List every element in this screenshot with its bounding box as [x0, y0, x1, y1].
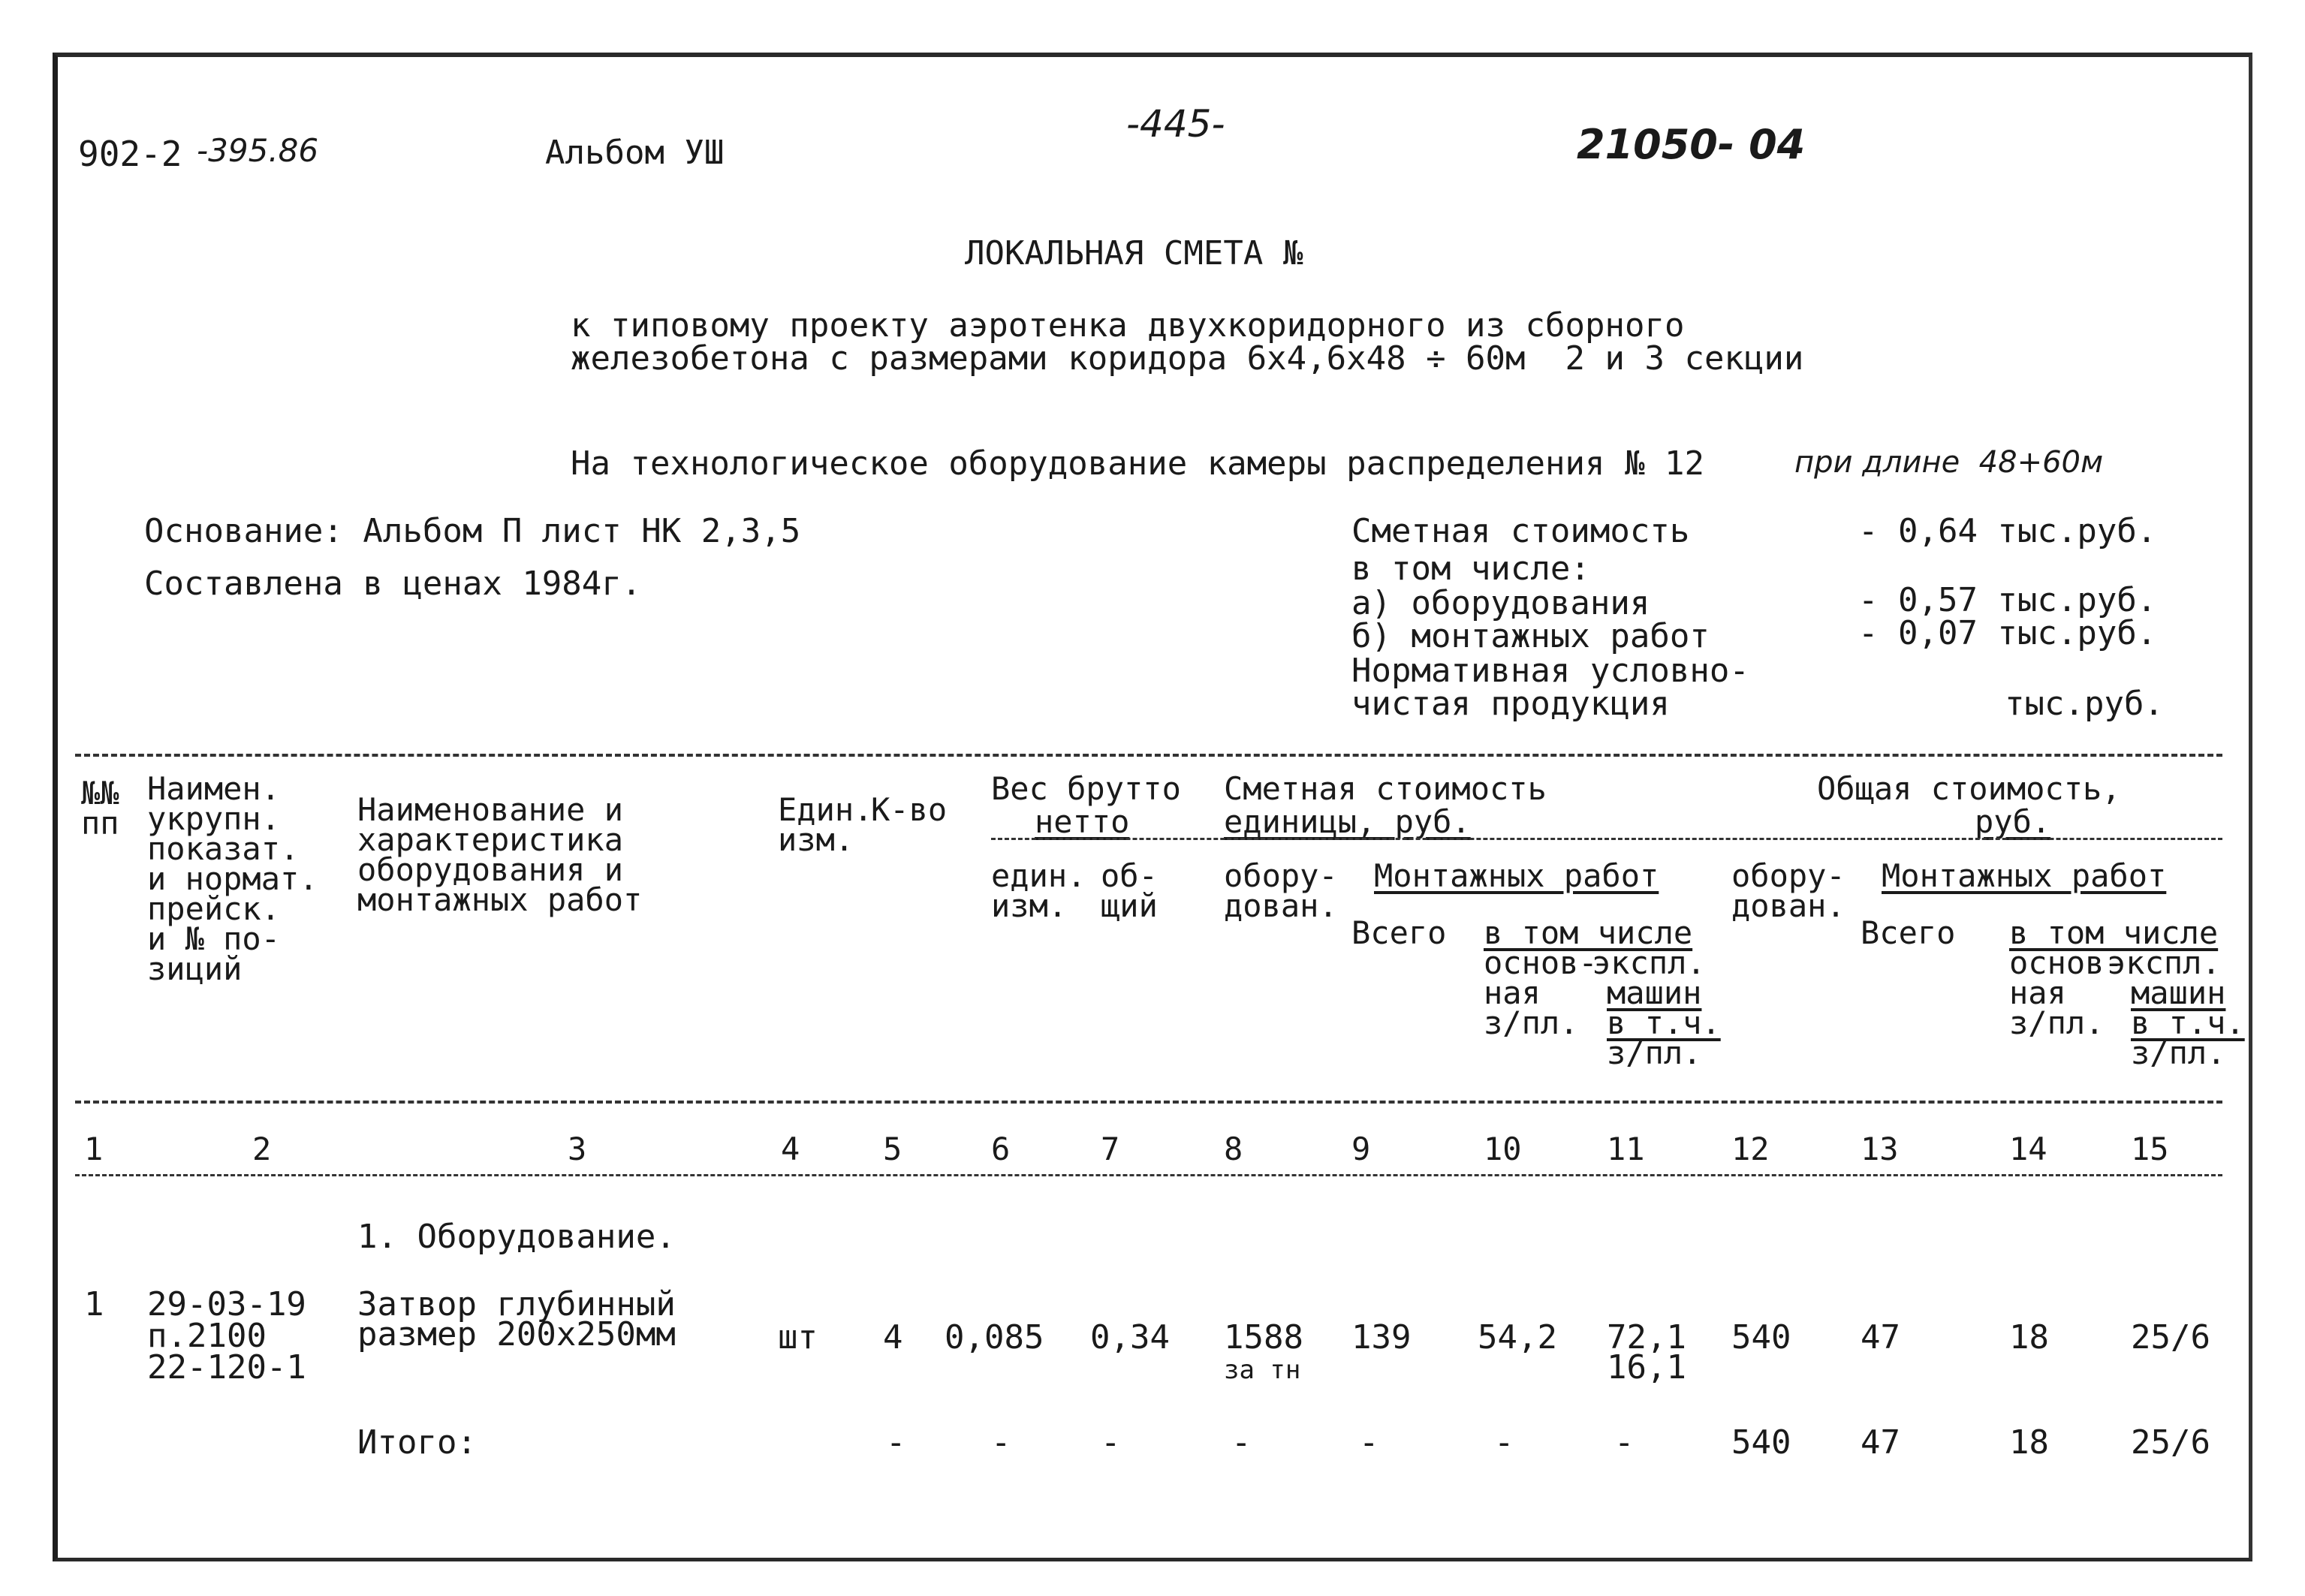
- row-code-3: 22-120-1: [147, 1348, 306, 1387]
- row-unit-equip-note: за тн: [1224, 1355, 1301, 1385]
- col-code-header-3: показат.: [147, 830, 300, 867]
- row-unit-mount: 139: [1351, 1318, 1412, 1357]
- unit-mount-all-header: Всего: [1351, 914, 1447, 951]
- col-index-8: 8: [1224, 1131, 1243, 1167]
- total-expl-header-1: экспл.: [2107, 944, 2221, 981]
- col-index-1: 1: [84, 1131, 104, 1167]
- col-index-15: 15: [2131, 1131, 2169, 1167]
- col-name-header-1: Наименование и: [357, 791, 624, 828]
- row-unit-equip: 1588: [1224, 1318, 1303, 1357]
- total-expl-header-2: машин: [2131, 974, 2226, 1011]
- unit-expl-header-3: в т.ч.: [1607, 1004, 1721, 1041]
- row-name-1: Затвор глубинный: [357, 1285, 676, 1323]
- unit-incl-header: в том числе: [1484, 914, 1693, 951]
- weight-header: Вес брутто: [991, 770, 1181, 807]
- col-num-header-1: №№: [81, 775, 119, 812]
- total-cost-label: Сметная стоимость: [1351, 512, 1690, 550]
- prices-line: Составлена в ценах 1984г.: [144, 565, 642, 603]
- total-equip: 540: [1731, 1423, 1791, 1462]
- col-unit-header-1: Един.: [778, 791, 873, 828]
- equipment-cost-label: а) оборудования: [1351, 584, 1650, 622]
- total-base-pay: 18: [2009, 1423, 2049, 1462]
- scope-line: На технологическое оборудование камеры распределения № 12: [571, 444, 1704, 483]
- col-unit-header-2: изм.: [778, 821, 854, 858]
- col-name-header-3: оборудования и: [357, 851, 624, 888]
- unit-equip-header-2: дован.: [1224, 887, 1338, 924]
- col-index-3: 3: [568, 1131, 587, 1167]
- total-cost-value: - 0,64 тыс.руб.: [1858, 512, 2157, 550]
- row-num: 1: [84, 1285, 104, 1323]
- mounting-cost-label: б) монтажных работ: [1351, 617, 1710, 655]
- norm-production-label-1: Нормативная условно-: [1351, 652, 1749, 690]
- total-incl-header: в том числе: [2009, 914, 2219, 951]
- total-dash-6: -: [991, 1423, 1011, 1462]
- weight-net-header: нетто: [1035, 803, 1130, 840]
- row-name-2: размер 200х250мм: [357, 1315, 676, 1354]
- col-qty-header: К-во: [871, 791, 948, 828]
- total-cost-subheader: руб.: [1975, 803, 2051, 840]
- norm-production-value: тыс.руб.: [2005, 685, 2164, 723]
- col-index-4: 4: [781, 1131, 800, 1167]
- total-expl: 25/6: [2131, 1423, 2210, 1462]
- table-top-rule: [75, 754, 2222, 757]
- project-code: 902-2: [78, 134, 182, 174]
- col-index-10: 10: [1484, 1131, 1522, 1167]
- total-mount-header: Монтажных работ: [1882, 857, 2167, 894]
- col-weight-unit-header-1: един.: [991, 857, 1086, 894]
- album-label: Альбом УШ: [545, 134, 725, 172]
- header-bottom-rule: [75, 1101, 2222, 1104]
- unit-expl-header-4: з/пл.: [1607, 1034, 1702, 1071]
- row-code-2: п.2100: [147, 1317, 267, 1355]
- mounting-cost-value: - 0,07 тыс.руб.: [1858, 614, 2157, 652]
- total-dash-8: -: [1231, 1423, 1252, 1462]
- total-label: Итого:: [357, 1423, 477, 1462]
- unit-equip-header-1: обору-: [1224, 857, 1338, 894]
- unit-expl-header-2: машин: [1607, 974, 1702, 1011]
- unit-cost-subheader: единицы, руб.: [1224, 803, 1471, 840]
- total-expl-header-4: з/пл.: [2131, 1034, 2226, 1071]
- unit-base-pay-header-2: ная: [1484, 974, 1541, 1011]
- col-weight-total-header-1: об-: [1101, 857, 1158, 894]
- project-code-handwritten: -395.86: [197, 132, 319, 169]
- subtitle-line-2: железобетона с размерами коридора 6х4,6х48 ÷ 60м 2 и 3 секции: [571, 339, 1804, 378]
- unit-base-pay-header-3: з/пл.: [1484, 1004, 1579, 1041]
- total-base-pay-header-3: з/пл.: [2009, 1004, 2105, 1041]
- row-total-base-pay: 18: [2009, 1318, 2049, 1357]
- col-code-header-4: и нормат.: [147, 860, 318, 897]
- col-code-header-2: укрупн.: [147, 800, 281, 837]
- total-base-pay-header-1: основ-: [2009, 944, 2123, 981]
- row-total-equip: 540: [1731, 1318, 1791, 1357]
- row-qty: 4: [883, 1318, 903, 1357]
- total-mount-all-header: Всего: [1861, 914, 1956, 951]
- col-name-header-2: характеристика: [357, 821, 624, 858]
- total-dash-5: -: [886, 1423, 906, 1462]
- col-index-7: 7: [1101, 1131, 1120, 1167]
- including-label: в том числе:: [1351, 550, 1590, 588]
- subtitle-line-1: к типовому проекту аэротенка двухкоридорного из сборного: [571, 306, 1685, 345]
- col-code-header-6: и № по-: [147, 920, 281, 957]
- col-index-5: 5: [883, 1131, 902, 1167]
- col-code-header-5: прейск.: [147, 890, 281, 927]
- basis-line: Основание: Альбом П лист НК 2,3,5: [144, 512, 801, 550]
- unit-mount-header: Монтажных работ: [1374, 857, 1659, 894]
- document-title: ЛОКАЛЬНАЯ СМЕТА №: [965, 234, 1303, 273]
- section-title: 1. Оборудование.: [357, 1218, 676, 1256]
- col-index-12: 12: [1731, 1131, 1770, 1167]
- row-weight-unit: 0,085: [945, 1318, 1044, 1357]
- col-index-13: 13: [1861, 1131, 1899, 1167]
- total-dash-10: -: [1494, 1423, 1514, 1462]
- row-unit-expl-pay: 16,1: [1607, 1348, 1686, 1387]
- col-code-header-7: зиций: [147, 950, 243, 987]
- col-index-11: 11: [1607, 1131, 1645, 1167]
- total-equip-header-2: дован.: [1731, 887, 1846, 924]
- page-number: -445-: [1126, 102, 1225, 146]
- row-code-1: 29-03-19: [147, 1285, 306, 1323]
- row-unit-expl: 72,1: [1607, 1318, 1686, 1357]
- scope-handwritten: при длине 48+60м: [1794, 445, 2104, 480]
- col-name-header-4: монтажных работ: [357, 881, 643, 918]
- total-base-pay-header-2: ная: [2009, 974, 2066, 1011]
- col-num-header-2: пп: [81, 805, 119, 842]
- total-dash-11: -: [1614, 1423, 1635, 1462]
- row-unit: шт: [778, 1318, 818, 1357]
- col-weight-unit-header-2: изм.: [991, 887, 1068, 924]
- col-index-14: 14: [2009, 1131, 2047, 1167]
- document-number: 21050- 04: [1577, 121, 1806, 168]
- header-group-rule: [991, 838, 2222, 840]
- row-total-mount: 47: [1861, 1318, 1900, 1357]
- total-cost-header: Общая стоимость,: [1817, 770, 2121, 807]
- index-row-rule: [75, 1174, 2222, 1176]
- total-equip-header-1: обору-: [1731, 857, 1846, 894]
- col-code-header-1: Наимен.: [147, 770, 281, 807]
- total-expl-header-3: в т.ч.: [2131, 1004, 2245, 1041]
- total-dash-7: -: [1101, 1423, 1121, 1462]
- col-weight-total-header-2: щий: [1101, 887, 1158, 924]
- total-mount: 47: [1861, 1423, 1900, 1462]
- unit-base-pay-header-1: основ-: [1484, 944, 1598, 981]
- col-index-2: 2: [252, 1131, 272, 1167]
- norm-production-label-2: чистая продукция: [1351, 685, 1670, 723]
- total-dash-9: -: [1359, 1423, 1379, 1462]
- unit-expl-header-1: экспл.: [1592, 944, 1706, 981]
- row-weight-total: 0,34: [1090, 1318, 1170, 1357]
- row-total-expl: 25/6: [2131, 1318, 2210, 1357]
- row-unit-base-pay: 54,2: [1478, 1318, 1557, 1357]
- equipment-cost-value: - 0,57 тыс.руб.: [1858, 581, 2157, 619]
- col-index-6: 6: [991, 1131, 1011, 1167]
- col-index-9: 9: [1351, 1131, 1371, 1167]
- unit-cost-header: Сметная стоимость: [1224, 770, 1547, 807]
